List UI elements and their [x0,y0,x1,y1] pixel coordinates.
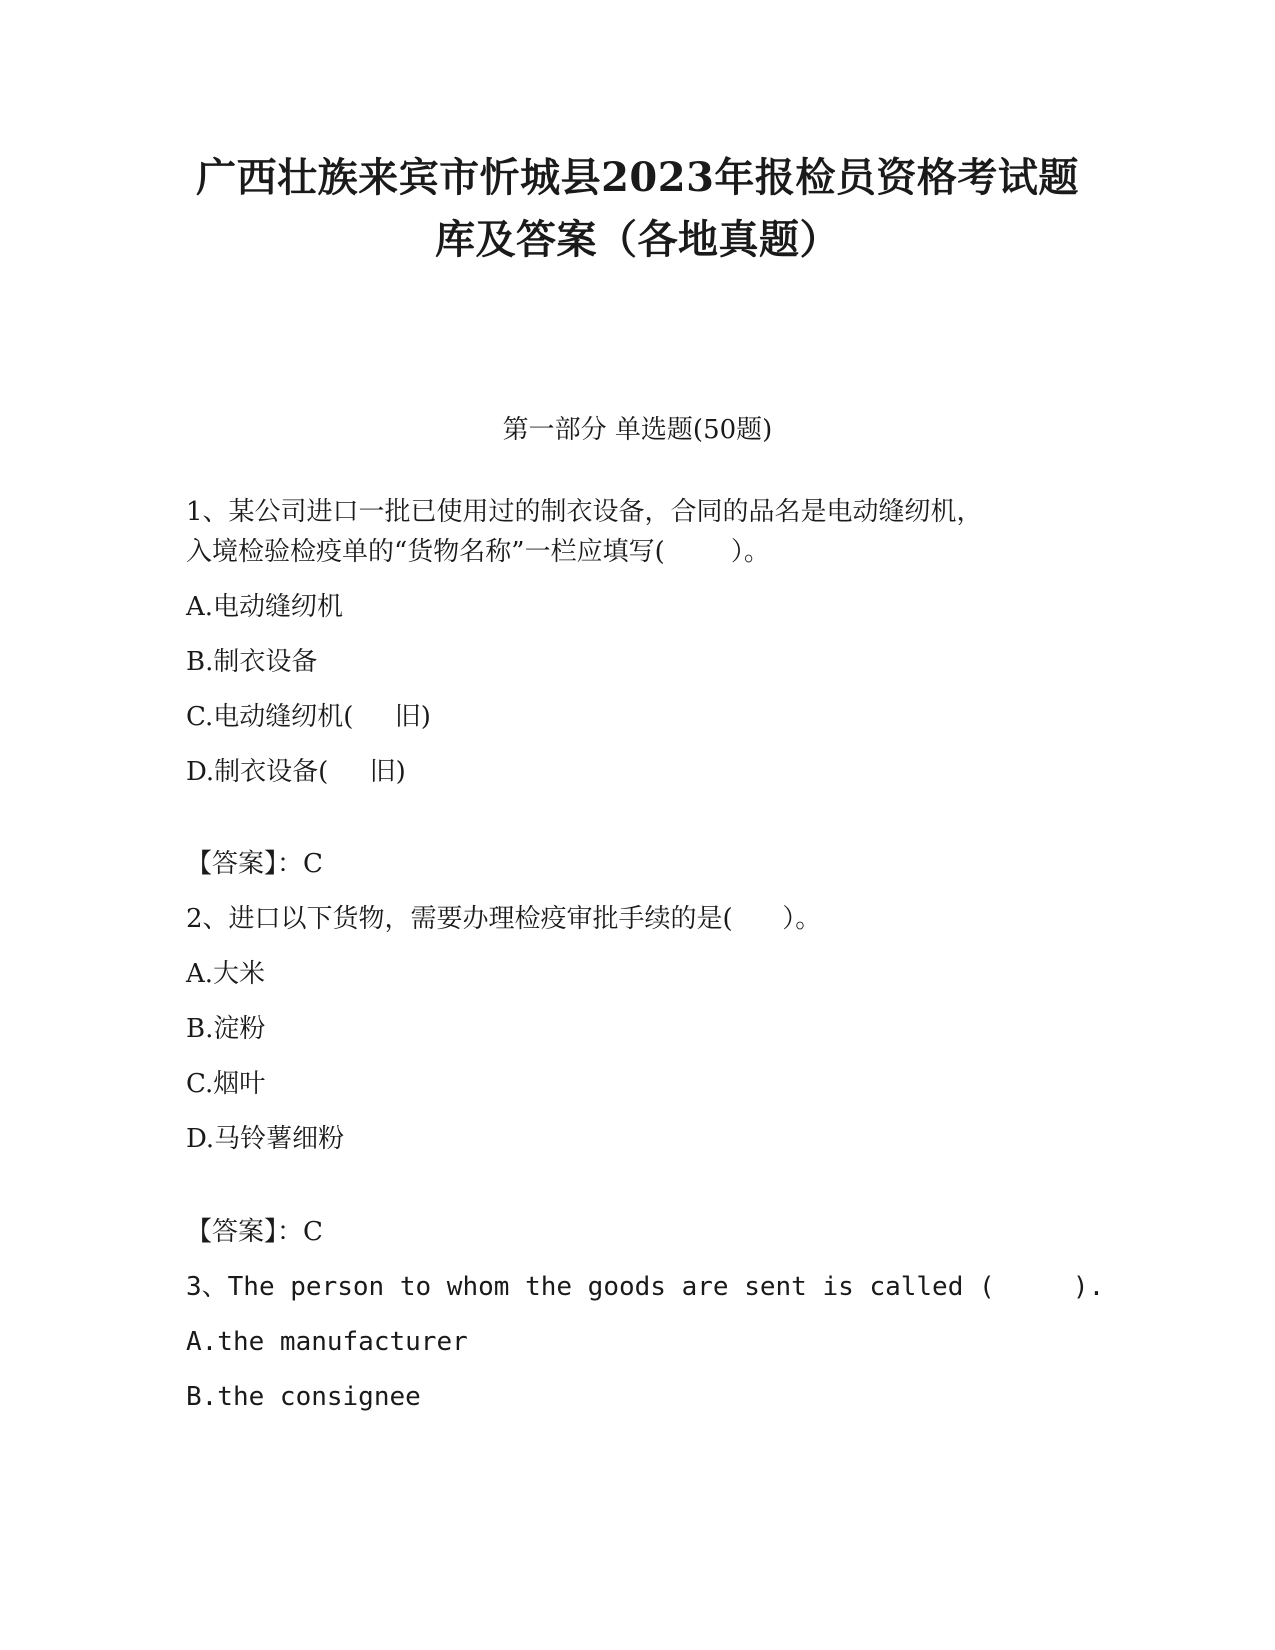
question-3-stem: 3、The person to whom the goods are sent is called ( ). [186,1272,1105,1302]
question-2-option-a: A.大米 [186,959,266,989]
document-title-line-1: 广西壮族来宾市忻城县2023年报检员资格考试题 [196,154,1079,201]
question-2-option-b: B.淀粉 [186,1014,266,1044]
section-heading: 第一部分 单选题(50题) [502,415,773,445]
question-3-option-b: B.the consignee [186,1382,421,1412]
question-2-answer: 【答案】：C [186,1217,323,1247]
question-1-option-b: B.制衣设备 [186,647,318,677]
question-2-option-d: D.马铃薯细粉 [186,1124,345,1154]
question-1-option-d: D.制衣设备( 旧) [186,757,406,787]
question-2-option-c: C.烟叶 [186,1069,266,1099]
question-1-option-c: C.电动缝纫机( 旧) [186,702,431,732]
question-2-stem: 2、进口以下货物，需要办理检疫审批手续的是( ）。 [186,904,822,934]
question-1-answer: 【答案】：C [186,849,323,879]
question-1-stem-line-2: 入境检验检疫单的“货物名称”一栏应填写( ）。 [186,537,770,567]
document-title-line-2: 库及答案（各地真题） [435,216,840,263]
question-1-stem-line-1: 1、某公司进口一批已使用过的制衣设备，合同的品名是电动缝纫机， [186,497,983,527]
question-3-option-a: A.the manufacturer [186,1327,468,1357]
question-1-option-a: A.电动缝纫机 [186,592,344,622]
